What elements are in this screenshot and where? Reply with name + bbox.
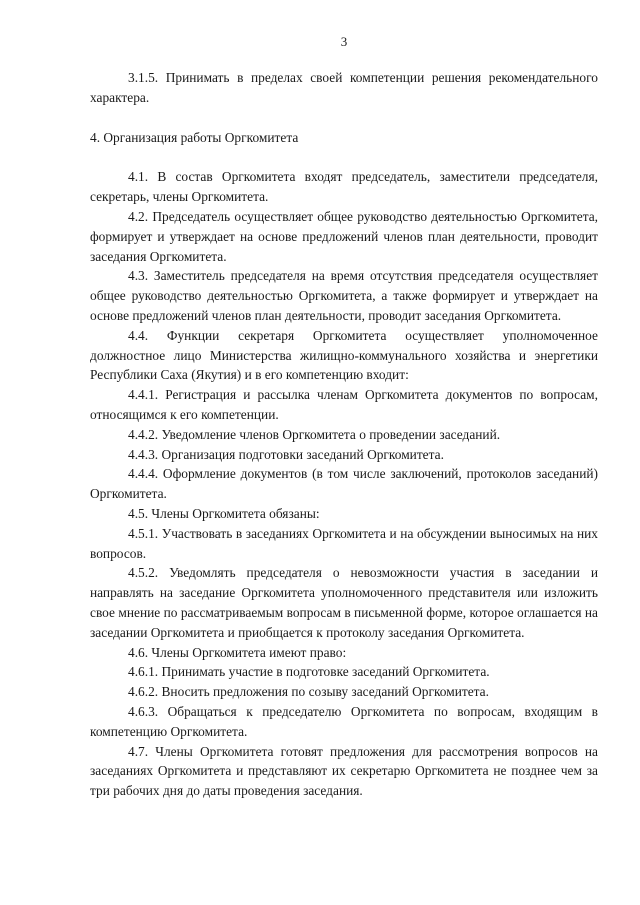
paragraph-4-4-1: 4.4.1. Регистрация и рассылка членам Оргкомитета документов по вопросам, относящимся к его компетенции. bbox=[90, 387, 598, 422]
paragraph-4-6-2: 4.6.2. Вносить предложения по созыву заседаний Оргкомитета. bbox=[128, 684, 489, 700]
paragraph-3-1-5: 3.1.5. Принимать в пределах своей компетенции решения рекомендательного характера. bbox=[90, 70, 598, 105]
paragraph-4-5-2: 4.5.2. Уведомлять председателя о невозможности участия в заседании и направлять на заседание Оргкомитета уполномоченного представителя или изложить свое мнение по рассматриваемым вопросам в письменной форме, которое оглашается на заседании Оргкомитета и приобщается к протоколу заседания Оргкомитета. bbox=[90, 565, 598, 640]
section-heading: 4. Организация работы Оргкомитета bbox=[90, 129, 299, 145]
paragraph-4-6: 4.6. Члены Оргкомитета имеют право: bbox=[128, 644, 347, 660]
paragraph-4-6-1: 4.6.1. Принимать участие в подготовке заседаний Оргкомитета. bbox=[128, 664, 490, 680]
paragraph-4-3: 4.3. Заместитель председателя на время отсутствия председателя осуществляет общее руководство деятельностью Оргкомитета, а также формирует и утверждает на основе предложений членов план деятельности, проводит заседания Оргкомитета. bbox=[90, 268, 598, 323]
paragraph-4-6-3: 4.6.3. Обращаться к председателю Оргкомитета по вопросам, входящим в компетенцию Оргкомитета. bbox=[90, 703, 598, 739]
paragraph-4-4: 4.4. Функции секретаря Оргкомитета осуществляет уполномоченное должностное лицо Министерства жилищно-коммунального хозяйства и энергетики Республики Саха (Якутия) и в его компетенцию входит: bbox=[90, 327, 598, 383]
paragraph-4-4-2: 4.4.2. Уведомление членов Оргкомитета о проведении заседаний. bbox=[128, 426, 501, 442]
document-body bbox=[90, 68, 598, 801]
paragraph-4-4-3: 4.4.3. Организация подготовки заседаний Оргкомитета. bbox=[128, 446, 444, 462]
paragraph-4-4-4: 4.4.4. Оформление документов (в том числе заключений, протоколов заседаний) Оргкомитета. bbox=[90, 466, 598, 502]
paragraph-4-1: 4.1. В состав Оргкомитета входят председатель, заместители председателя, секретарь, члены Оргкомитета. bbox=[90, 169, 598, 205]
paragraph-4-5: 4.5. Члены Оргкомитета обязаны: bbox=[128, 505, 320, 521]
paragraph-4-5-1: 4.5.1. Участвовать в заседаниях Оргкомитета и на обсуждении выносимых на них вопросов. bbox=[90, 525, 598, 561]
page-number: 3 bbox=[340, 34, 348, 49]
paragraph-4-7: 4.7. Члены Оргкомитета готовят предложения для рассмотрения вопросов на заседаниях Оргкомитета и представляют их секретарю Оргкомитета не позднее чем за три рабочих дня до даты проведения заседания. bbox=[90, 743, 598, 799]
paragraph-4-2: 4.2. Председатель осуществляет общее руководство деятельностью Оргкомитета, формирует и утверждает на основе предложений членов план деятельности, проводит заседания Оргкомитета. bbox=[90, 208, 598, 264]
